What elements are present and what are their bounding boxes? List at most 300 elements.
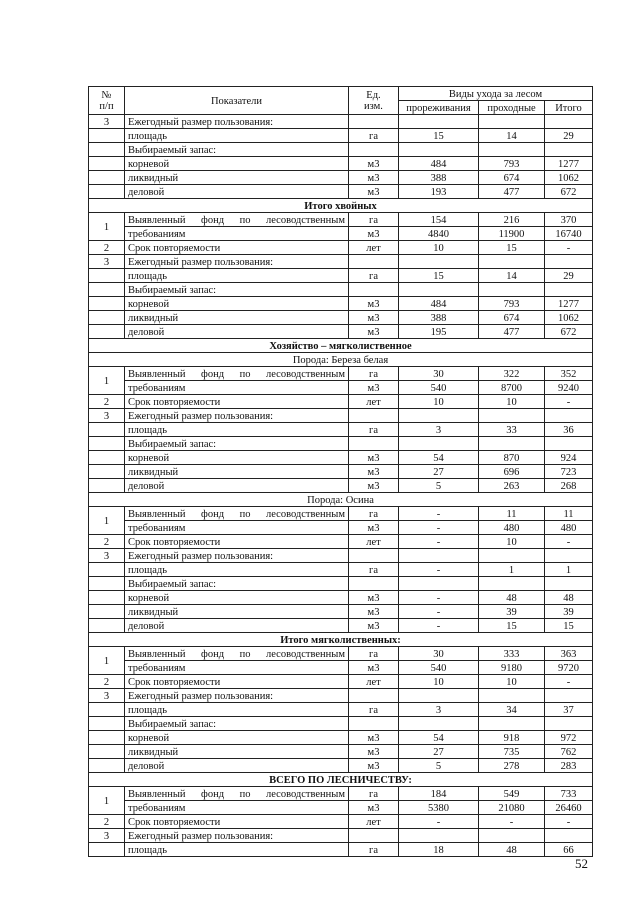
section-heading: ВСЕГО ПО ЛЕСНИЧЕСТВУ: <box>89 773 593 787</box>
unit-cell: лет <box>349 241 399 255</box>
table-row <box>89 283 593 297</box>
total-value: 1062 <box>545 311 593 325</box>
total-value: 924 <box>545 451 593 465</box>
total-value: 39 <box>545 605 593 619</box>
row-number <box>89 297 125 311</box>
table-row <box>89 829 593 843</box>
fund-row-cont <box>89 381 593 395</box>
total-value: 9240 <box>545 381 593 395</box>
row-number <box>89 465 125 479</box>
table-row <box>89 143 593 157</box>
table-row <box>89 731 593 745</box>
row-number <box>89 423 125 437</box>
thinning-value: 27 <box>399 465 479 479</box>
indicator-label: ликвидный <box>125 745 349 759</box>
total-value: 9720 <box>545 661 593 675</box>
total-value: 733 <box>545 787 593 801</box>
row-number <box>89 185 125 199</box>
passage-value: 10 <box>479 395 545 409</box>
table-row <box>89 325 593 339</box>
table-row <box>89 115 593 129</box>
total-value <box>545 717 593 731</box>
row-number <box>89 717 125 731</box>
table-row <box>89 717 593 731</box>
row-number: 2 <box>89 675 125 689</box>
header-num: № п/п <box>89 87 125 115</box>
page-number: 52 <box>575 856 588 871</box>
row-number <box>89 325 125 339</box>
header-indicator: Показатели <box>125 87 349 115</box>
indicator-label: корневой <box>125 451 349 465</box>
passage-value: 9180 <box>479 661 545 675</box>
total-value: - <box>545 675 593 689</box>
total-value: 283 <box>545 759 593 773</box>
indicator-label: Выбираемый запас: <box>125 143 349 157</box>
header-care-types: Виды ухода за лесом <box>399 87 593 101</box>
table-row <box>89 241 593 255</box>
thinning-value: - <box>399 605 479 619</box>
indicator-label: деловой <box>125 185 349 199</box>
indicator-label: ликвидный <box>125 311 349 325</box>
fund-row-cont <box>89 521 593 535</box>
unit-cell: м3 <box>349 297 399 311</box>
passage-value: 34 <box>479 703 545 717</box>
thinning-value <box>399 689 479 703</box>
passage-value: 48 <box>479 843 545 857</box>
row-number <box>89 745 125 759</box>
row-number <box>89 171 125 185</box>
passage-value: 15 <box>479 619 545 633</box>
fund-row-cont <box>89 801 593 815</box>
passage-value: 549 <box>479 787 545 801</box>
indicator-label: площадь <box>125 703 349 717</box>
passage-value <box>479 829 545 843</box>
table-row <box>89 185 593 199</box>
unit-cell <box>349 549 399 563</box>
total-value: 972 <box>545 731 593 745</box>
thinning-value: 5380 <box>399 801 479 815</box>
total-value: 26460 <box>545 801 593 815</box>
indicator-label: Ежегодный размер пользования: <box>125 829 349 843</box>
unit-cell: га <box>349 703 399 717</box>
passage-value: 14 <box>479 269 545 283</box>
passage-value: - <box>479 815 545 829</box>
thinning-value: 184 <box>399 787 479 801</box>
species-heading-row <box>89 353 593 367</box>
thinning-value <box>399 717 479 731</box>
indicator-label: Ежегодный размер пользования: <box>125 115 349 129</box>
table-row <box>89 605 593 619</box>
indicator-label: Выбираемый запас: <box>125 577 349 591</box>
indicator-label: площадь <box>125 269 349 283</box>
table-row <box>89 451 593 465</box>
unit-cell: га <box>349 129 399 143</box>
total-value <box>545 549 593 563</box>
indicator-label: требованиям <box>125 227 349 241</box>
thinning-value: 154 <box>399 213 479 227</box>
total-value: 48 <box>545 591 593 605</box>
indicator-label: Выявленный фонд по лесоводственным <box>125 507 349 521</box>
unit-cell: га <box>349 507 399 521</box>
passage-value: 21080 <box>479 801 545 815</box>
thinning-value: 10 <box>399 395 479 409</box>
thinning-value: 54 <box>399 731 479 745</box>
thinning-value: - <box>399 815 479 829</box>
unit-cell: га <box>349 423 399 437</box>
table-row <box>89 465 593 479</box>
unit-cell: м3 <box>349 311 399 325</box>
total-value: 363 <box>545 647 593 661</box>
indicator-label: Ежегодный размер пользования: <box>125 689 349 703</box>
unit-cell: м3 <box>349 479 399 493</box>
passage-value: 696 <box>479 465 545 479</box>
passage-value: 216 <box>479 213 545 227</box>
unit-cell <box>349 577 399 591</box>
unit-cell: лет <box>349 535 399 549</box>
total-value: 29 <box>545 129 593 143</box>
indicator-label: корневой <box>125 591 349 605</box>
total-value: - <box>545 395 593 409</box>
thinning-value: 5 <box>399 759 479 773</box>
table-row <box>89 591 593 605</box>
total-value <box>545 437 593 451</box>
passage-value: 39 <box>479 605 545 619</box>
indicator-label: деловой <box>125 479 349 493</box>
unit-cell: га <box>349 213 399 227</box>
fund-row <box>89 647 593 661</box>
indicator-label: Выявленный фонд по лесоводственным <box>125 367 349 381</box>
unit-cell: лет <box>349 815 399 829</box>
table-row <box>89 689 593 703</box>
passage-value: 1 <box>479 563 545 577</box>
section-heading-row <box>89 633 593 647</box>
row-number: 3 <box>89 409 125 423</box>
passage-value: 11900 <box>479 227 545 241</box>
passage-value <box>479 255 545 269</box>
table-row <box>89 129 593 143</box>
table-row <box>89 577 593 591</box>
passage-value: 10 <box>479 535 545 549</box>
row-number: 3 <box>89 115 125 129</box>
row-number <box>89 437 125 451</box>
row-number: 1 <box>89 367 125 395</box>
total-value: 11 <box>545 507 593 521</box>
indicator-label: площадь <box>125 423 349 437</box>
table-row <box>89 171 593 185</box>
indicator-label: площадь <box>125 563 349 577</box>
unit-cell: м3 <box>349 591 399 605</box>
unit-cell <box>349 409 399 423</box>
total-value: 672 <box>545 325 593 339</box>
forest-care-table <box>88 86 593 857</box>
row-number: 3 <box>89 549 125 563</box>
passage-value <box>479 689 545 703</box>
total-value: 15 <box>545 619 593 633</box>
total-value: 29 <box>545 269 593 283</box>
total-value: 352 <box>545 367 593 381</box>
passage-value: 674 <box>479 311 545 325</box>
row-number <box>89 605 125 619</box>
passage-value: 918 <box>479 731 545 745</box>
total-value: 672 <box>545 185 593 199</box>
thinning-value: 54 <box>399 451 479 465</box>
thinning-value: 4840 <box>399 227 479 241</box>
section-heading-row <box>89 773 593 787</box>
row-number <box>89 577 125 591</box>
unit-cell: м3 <box>349 465 399 479</box>
passage-value <box>479 717 545 731</box>
unit-cell: м3 <box>349 325 399 339</box>
row-number: 1 <box>89 507 125 535</box>
thinning-value: 388 <box>399 311 479 325</box>
passage-value: 322 <box>479 367 545 381</box>
table-row <box>89 157 593 171</box>
unit-cell: м3 <box>349 185 399 199</box>
indicator-label: Срок повторяемости <box>125 241 349 255</box>
thinning-value <box>399 409 479 423</box>
indicator-label: корневой <box>125 157 349 171</box>
thinning-value: 193 <box>399 185 479 199</box>
unit-cell: га <box>349 787 399 801</box>
unit-cell: м3 <box>349 171 399 185</box>
indicator-label: Выявленный фонд по лесоводственным <box>125 647 349 661</box>
unit-cell: м3 <box>349 619 399 633</box>
unit-cell: м3 <box>349 605 399 619</box>
unit-cell <box>349 829 399 843</box>
thinning-value <box>399 143 479 157</box>
section-heading: Итого хвойных <box>89 199 593 213</box>
section-heading: Итого мягколиственных: <box>89 633 593 647</box>
total-value: - <box>545 241 593 255</box>
thinning-value: 18 <box>399 843 479 857</box>
total-value <box>545 143 593 157</box>
unit-cell: лет <box>349 675 399 689</box>
passage-value: 11 <box>479 507 545 521</box>
total-value: - <box>545 535 593 549</box>
passage-value: 477 <box>479 325 545 339</box>
row-number <box>89 843 125 857</box>
row-number <box>89 451 125 465</box>
passage-value <box>479 577 545 591</box>
row-number: 1 <box>89 213 125 241</box>
indicator-label: требованиям <box>125 661 349 675</box>
row-number <box>89 563 125 577</box>
total-value <box>545 115 593 129</box>
passage-value: 10 <box>479 675 545 689</box>
total-value: 1 <box>545 563 593 577</box>
passage-value: 793 <box>479 297 545 311</box>
unit-cell: га <box>349 269 399 283</box>
fund-row <box>89 367 593 381</box>
passage-value: 477 <box>479 185 545 199</box>
thinning-value: 10 <box>399 241 479 255</box>
row-number: 2 <box>89 815 125 829</box>
passage-value <box>479 549 545 563</box>
species-heading: Порода: Береза белая <box>89 353 593 367</box>
section-heading-row <box>89 199 593 213</box>
thinning-value <box>399 437 479 451</box>
unit-cell <box>349 437 399 451</box>
unit-cell: га <box>349 367 399 381</box>
thinning-value <box>399 255 479 269</box>
passage-value: 735 <box>479 745 545 759</box>
indicator-label: ликвидный <box>125 465 349 479</box>
thinning-value: 27 <box>399 745 479 759</box>
total-value <box>545 409 593 423</box>
row-number <box>89 759 125 773</box>
indicator-label: ликвидный <box>125 171 349 185</box>
unit-cell: м3 <box>349 381 399 395</box>
passage-value: 15 <box>479 241 545 255</box>
header-row <box>89 87 593 101</box>
table-row <box>89 255 593 269</box>
thinning-value: - <box>399 563 479 577</box>
table-row <box>89 479 593 493</box>
indicator-label: корневой <box>125 297 349 311</box>
indicator-label: Ежегодный размер пользования: <box>125 409 349 423</box>
passage-value: 333 <box>479 647 545 661</box>
unit-cell <box>349 283 399 297</box>
indicator-label: Срок повторяемости <box>125 815 349 829</box>
total-value: 16740 <box>545 227 593 241</box>
passage-value: 870 <box>479 451 545 465</box>
passage-value: 480 <box>479 521 545 535</box>
fund-row-cont <box>89 227 593 241</box>
thinning-value: 484 <box>399 297 479 311</box>
table-row <box>89 311 593 325</box>
thinning-value: 15 <box>399 129 479 143</box>
unit-cell: м3 <box>349 801 399 815</box>
table-row <box>89 675 593 689</box>
thinning-value: - <box>399 535 479 549</box>
total-value <box>545 829 593 843</box>
unit-cell: м3 <box>349 759 399 773</box>
table-row <box>89 703 593 717</box>
thinning-value <box>399 549 479 563</box>
total-value <box>545 689 593 703</box>
section-heading: Хозяйство – мягколиственное <box>89 339 593 353</box>
indicator-label: ликвидный <box>125 605 349 619</box>
total-value: 1277 <box>545 157 593 171</box>
row-number: 3 <box>89 255 125 269</box>
table-row <box>89 843 593 857</box>
unit-cell <box>349 717 399 731</box>
row-number: 3 <box>89 689 125 703</box>
indicator-label: требованиям <box>125 381 349 395</box>
header-unit: Ед. изм. <box>349 87 399 115</box>
total-value: 480 <box>545 521 593 535</box>
table-body <box>89 115 593 857</box>
row-number <box>89 269 125 283</box>
unit-cell: лет <box>349 395 399 409</box>
indicator-label: корневой <box>125 731 349 745</box>
indicator-label: площадь <box>125 129 349 143</box>
indicator-label: Выявленный фонд по лесоводственным <box>125 787 349 801</box>
thinning-value: - <box>399 591 479 605</box>
thinning-value <box>399 577 479 591</box>
table-row <box>89 269 593 283</box>
table-row <box>89 423 593 437</box>
thinning-value: 195 <box>399 325 479 339</box>
total-value <box>545 255 593 269</box>
row-number <box>89 157 125 171</box>
thinning-value: 10 <box>399 675 479 689</box>
row-number <box>89 703 125 717</box>
table-row <box>89 535 593 549</box>
total-value: 37 <box>545 703 593 717</box>
indicator-label: Срок повторяемости <box>125 535 349 549</box>
row-number: 3 <box>89 829 125 843</box>
unit-cell <box>349 143 399 157</box>
thinning-value: 540 <box>399 381 479 395</box>
table-row <box>89 619 593 633</box>
table-row <box>89 395 593 409</box>
indicator-label: требованиям <box>125 801 349 815</box>
total-value <box>545 283 593 297</box>
table-row <box>89 409 593 423</box>
total-value <box>545 577 593 591</box>
row-number <box>89 731 125 745</box>
unit-cell: м3 <box>349 521 399 535</box>
thinning-value: 30 <box>399 647 479 661</box>
indicator-label: деловой <box>125 325 349 339</box>
thinning-value: - <box>399 507 479 521</box>
total-value: 762 <box>545 745 593 759</box>
unit-cell: м3 <box>349 227 399 241</box>
table-row <box>89 549 593 563</box>
thinning-value <box>399 283 479 297</box>
indicator-label: Выбираемый запас: <box>125 283 349 297</box>
thinning-value: - <box>399 619 479 633</box>
row-number <box>89 619 125 633</box>
header-passage: проходные <box>479 101 545 115</box>
thinning-value: - <box>399 521 479 535</box>
fund-row <box>89 787 593 801</box>
indicator-label: Ежегодный размер пользования: <box>125 255 349 269</box>
total-value: 36 <box>545 423 593 437</box>
row-number: 1 <box>89 787 125 815</box>
indicator-label: площадь <box>125 843 349 857</box>
fund-row <box>89 213 593 227</box>
passage-value: 263 <box>479 479 545 493</box>
table-row <box>89 297 593 311</box>
row-number <box>89 311 125 325</box>
unit-cell: м3 <box>349 731 399 745</box>
unit-cell: га <box>349 563 399 577</box>
row-number: 2 <box>89 395 125 409</box>
passage-value: 278 <box>479 759 545 773</box>
indicator-label: Срок повторяемости <box>125 675 349 689</box>
header-thinning: прореживания <box>399 101 479 115</box>
passage-value <box>479 409 545 423</box>
indicator-label: Выявленный фонд по лесоводственным <box>125 213 349 227</box>
passage-value <box>479 143 545 157</box>
thinning-value: 3 <box>399 703 479 717</box>
total-value: 1277 <box>545 297 593 311</box>
thinning-value: 540 <box>399 661 479 675</box>
thinning-value: 5 <box>399 479 479 493</box>
row-number: 1 <box>89 647 125 675</box>
thinning-value: 15 <box>399 269 479 283</box>
passage-value: 793 <box>479 157 545 171</box>
unit-cell <box>349 689 399 703</box>
indicator-label: деловой <box>125 619 349 633</box>
table-row <box>89 815 593 829</box>
row-number <box>89 479 125 493</box>
passage-value: 674 <box>479 171 545 185</box>
unit-cell: м3 <box>349 661 399 675</box>
indicator-label: требованиям <box>125 521 349 535</box>
